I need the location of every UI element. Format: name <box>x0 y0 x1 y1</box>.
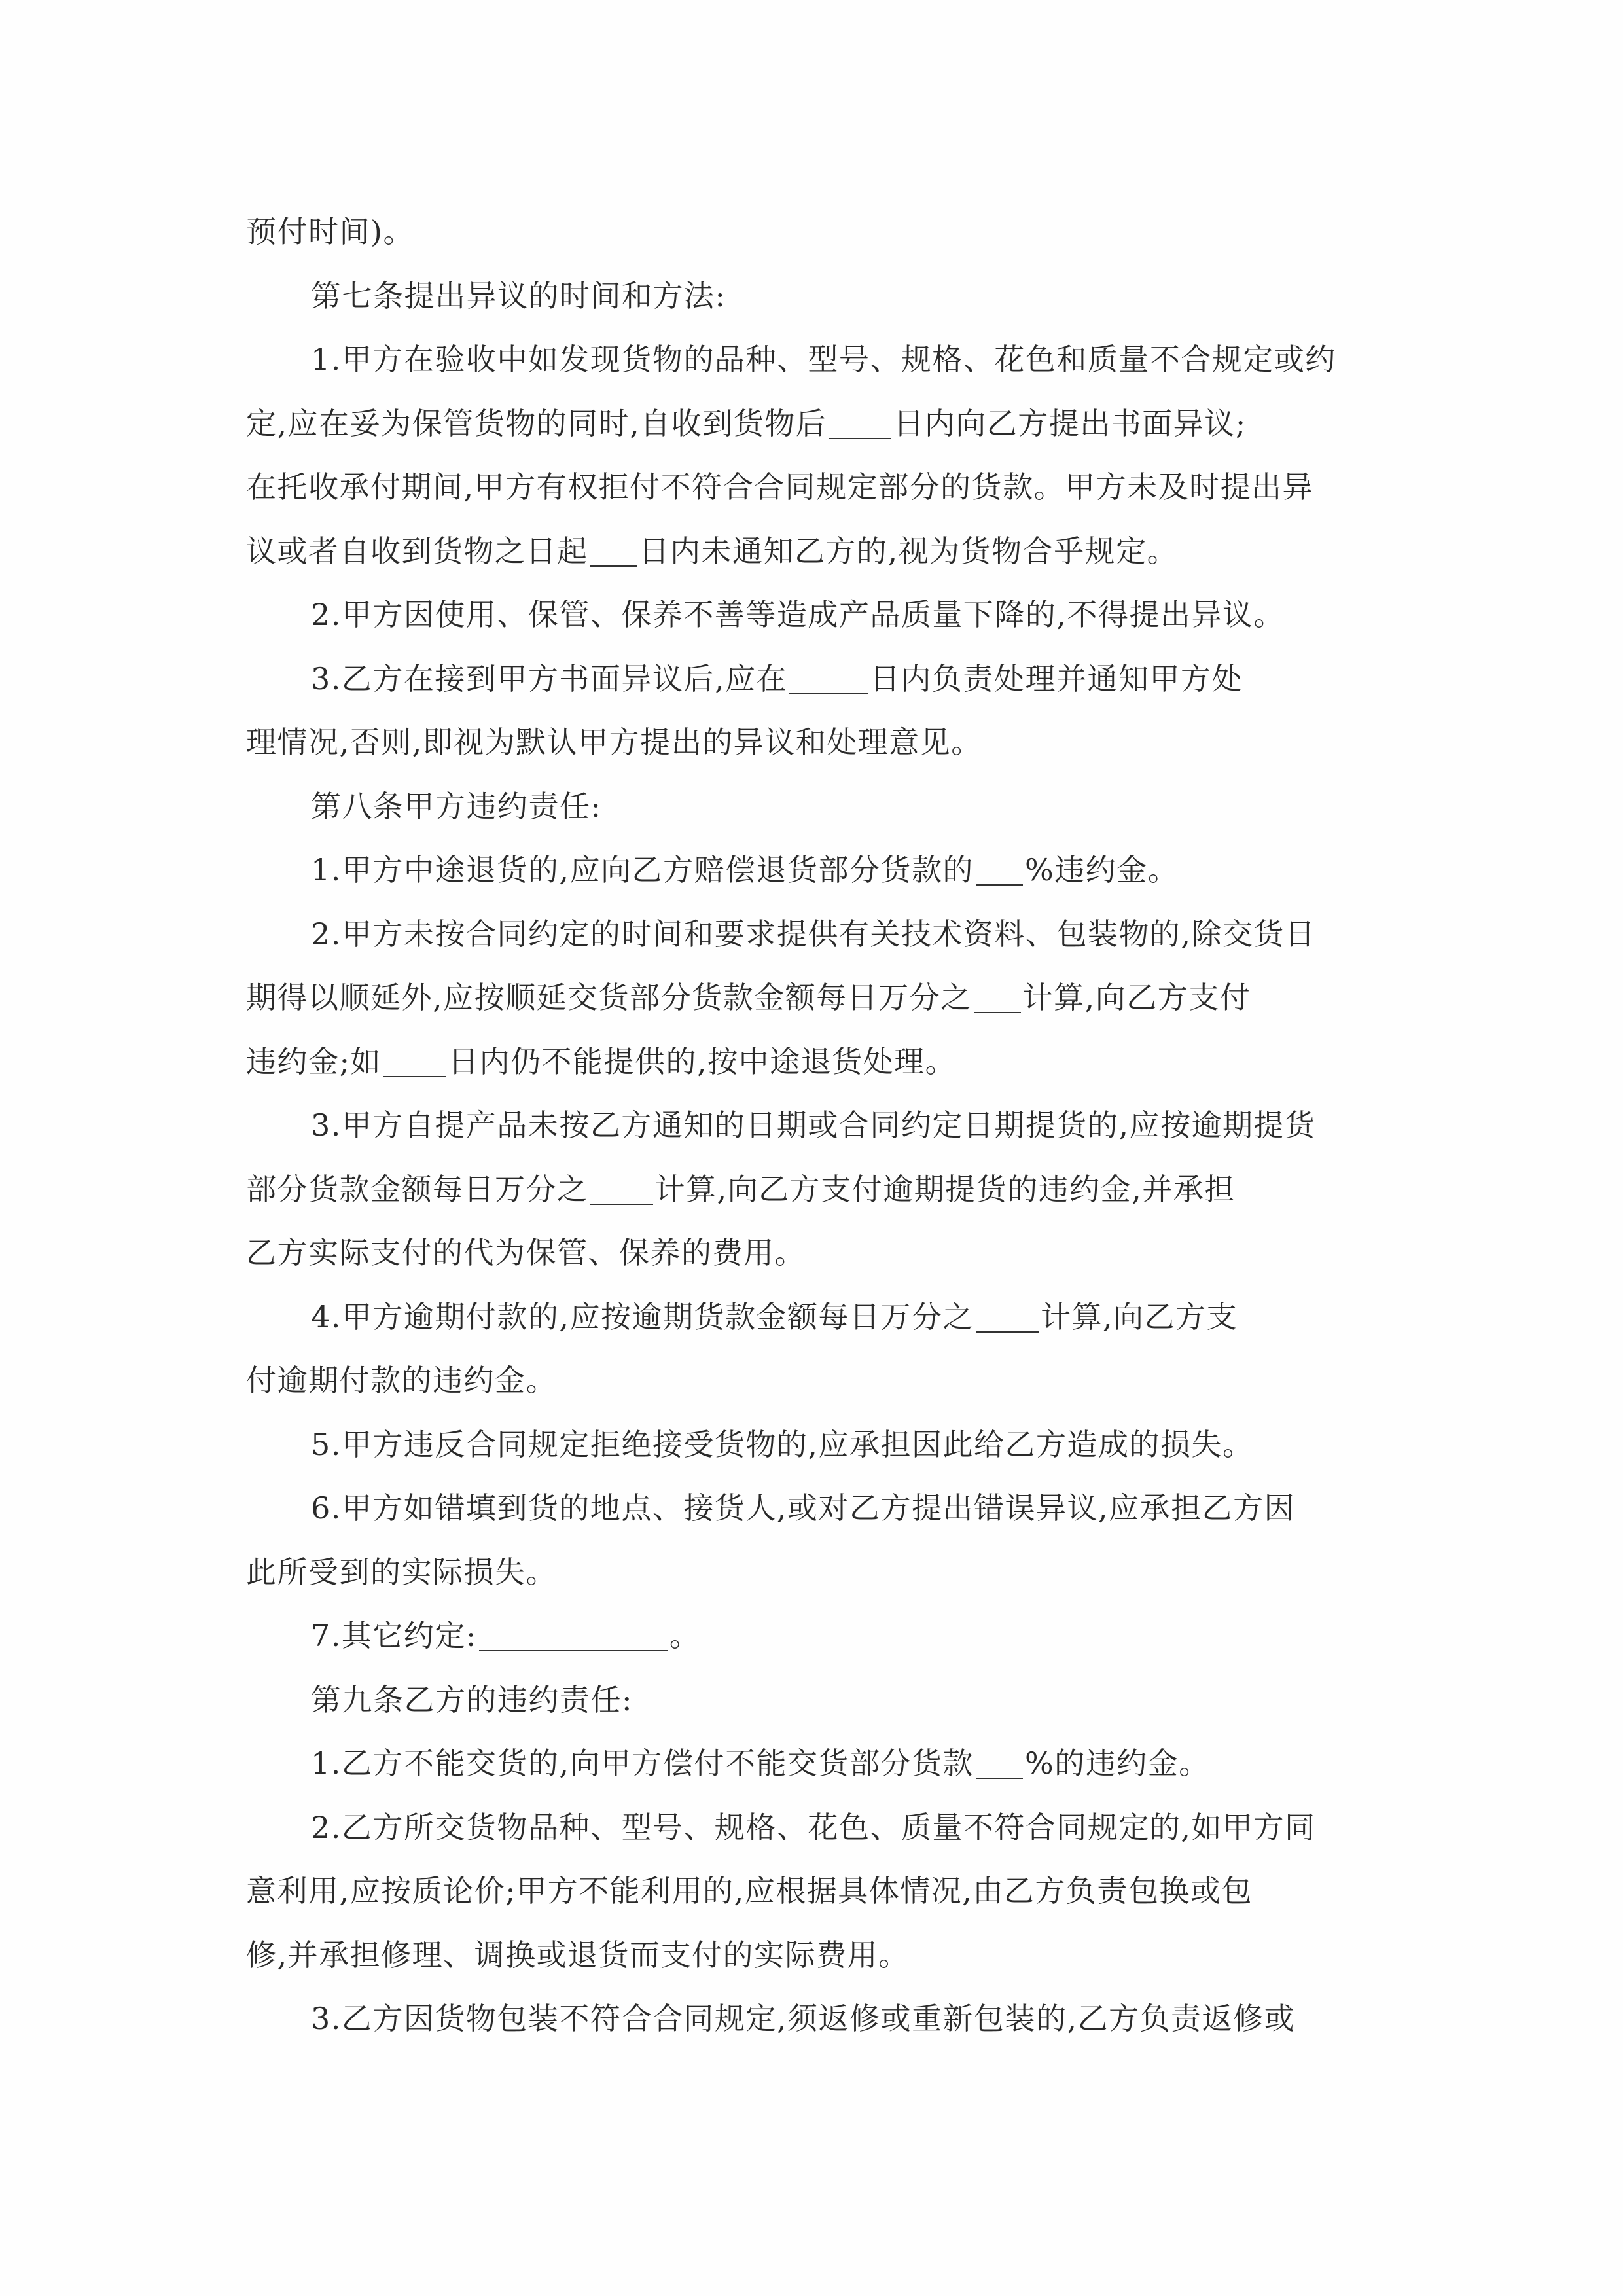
text-line <box>246 1413 1377 1477</box>
text-line <box>246 1987 1377 2051</box>
text-segment: 6.甲方如错填到货的地点、接货人,或对乙方提出错误异议,应承担乙方因 <box>311 1490 1296 1526</box>
text-segment: 在托收承付期间,甲方有权拒付不符合合同规定部分的货款。甲方未及时提出异 <box>246 469 1314 505</box>
fill-in-blank <box>789 662 868 694</box>
text-segment: 5.甲方违反合同规定拒绝接受货物的,应承担因此给乙方造成的损失。 <box>311 1426 1254 1462</box>
text-segment: 预付时间)。 <box>246 214 414 249</box>
text-segment: 议或者自收到货物之日起 <box>246 533 588 569</box>
text-line <box>246 711 1377 775</box>
text-line <box>246 1477 1377 1541</box>
text-segment: 理情况,否则,即视为默认甲方提出的异议和处理意见。 <box>246 725 982 760</box>
text-segment: 2.甲方未按合同约定的时间和要求提供有关技术资料、包装物的,除交货日 <box>311 916 1316 952</box>
fill-in-blank <box>974 980 1021 1013</box>
fill-in-blank <box>590 534 637 567</box>
text-segment: 计算,向乙方支付逾期提货的违约金,并承担 <box>654 1171 1236 1207</box>
text-segment: 定,应在妥为保管货物的同时,自收到货物后 <box>246 405 827 441</box>
text-line <box>246 1094 1377 1158</box>
text-line <box>246 1285 1377 1350</box>
text-line <box>246 1668 1377 1732</box>
text-line <box>246 583 1377 647</box>
text-line <box>246 903 1377 967</box>
text-segment: %的违约金。 <box>1025 1746 1210 1781</box>
text-line <box>246 456 1377 520</box>
text-segment: 3.甲方自提产品未按乙方通知的日期或合同约定日期提货的,应按逾期提货 <box>311 1107 1316 1143</box>
text-segment: 1.甲方在验收中如发现货物的品种、型号、规格、花色和质量不合规定或约 <box>311 342 1336 377</box>
text-line <box>246 1030 1377 1094</box>
text-segment: 。 <box>669 1618 701 1653</box>
text-line <box>246 1732 1377 1796</box>
text-segment: 7.其它约定: <box>311 1618 477 1653</box>
text-segment: 2.乙方所交货物品种、型号、规格、花色、质量不符合同规定的,如甲方同 <box>311 1809 1316 1845</box>
text-segment: 乙方实际支付的代为保管、保养的费用。 <box>246 1235 806 1270</box>
text-line <box>246 1859 1377 1924</box>
text-line <box>246 647 1377 711</box>
text-segment: 部分货款金额每日万分之 <box>246 1171 588 1207</box>
text-line <box>246 775 1377 839</box>
text-segment: 3.乙方因货物包装不符合合同规定,须返修或重新包装的,乙方负责返修或 <box>311 2001 1296 2036</box>
text-line <box>246 328 1377 392</box>
text-segment: 计算,向乙方支付 <box>1022 980 1251 1015</box>
text-line <box>246 200 1377 264</box>
text-line <box>246 966 1377 1030</box>
text-segment: 意利用,应按质论价;甲方不能利用的,应根据具体情况,由乙方负责包换或包 <box>246 1873 1253 1909</box>
text-segment: 1.乙方不能交货的,向甲方偿付不能交货部分货款 <box>311 1746 974 1781</box>
text-line <box>246 1796 1377 1860</box>
text-segment: %违约金。 <box>1025 852 1179 888</box>
text-segment: 期得以顺延外,应按顺延交货部分货款金额每日万分之 <box>246 980 972 1015</box>
text-line <box>246 1221 1377 1285</box>
text-line <box>246 1158 1377 1222</box>
text-segment: 付逾期付款的违约金。 <box>246 1363 557 1398</box>
text-line <box>246 520 1377 584</box>
text-line <box>246 838 1377 903</box>
text-segment: 日内负责处理并通知甲方处 <box>870 660 1243 696</box>
fill-in-blank <box>976 1300 1039 1333</box>
text-line <box>246 1349 1377 1413</box>
contract-body <box>246 200 1377 2051</box>
text-segment: 日内向乙方提出书面异议; <box>893 405 1247 441</box>
text-line <box>246 392 1377 456</box>
text-line <box>246 1604 1377 1668</box>
text-segment: 此所受到的实际损失。 <box>246 1554 557 1590</box>
text-segment: 3.乙方在接到甲方书面异议后,应在 <box>311 660 788 696</box>
text-segment: 日内未通知乙方的,视为货物合乎规定。 <box>639 533 1179 569</box>
text-line <box>246 1541 1377 1605</box>
text-segment: 违约金;如 <box>246 1043 382 1079</box>
text-segment: 第七条提出异议的时间和方法: <box>311 278 726 314</box>
text-segment: 4.甲方逾期付款的,应按逾期货款金额每日万分之 <box>311 1299 974 1335</box>
text-line <box>246 264 1377 329</box>
text-segment: 第九条乙方的违约责任: <box>311 1681 633 1717</box>
fill-in-blank <box>590 1172 653 1205</box>
text-segment: 第八条甲方违约责任: <box>311 788 602 824</box>
text-segment: 2.甲方因使用、保管、保养不善等造成产品质量下降的,不得提出异议。 <box>311 597 1285 632</box>
text-segment: 1.甲方中途退货的,应向乙方赔偿退货部分货款的 <box>311 852 974 888</box>
fill-in-blank <box>976 1746 1023 1779</box>
text-segment: 日内仍不能提供的,按中途退货处理。 <box>448 1043 957 1079</box>
text-segment: 修,并承担修理、调换或退货而支付的实际费用。 <box>246 1937 910 1973</box>
fill-in-blank <box>383 1045 446 1077</box>
fill-in-blank <box>479 1619 668 1651</box>
text-segment: 计算,向乙方支 <box>1041 1299 1238 1335</box>
fill-in-blank <box>976 853 1023 886</box>
text-line <box>246 1924 1377 1988</box>
fill-in-blank <box>829 406 891 439</box>
